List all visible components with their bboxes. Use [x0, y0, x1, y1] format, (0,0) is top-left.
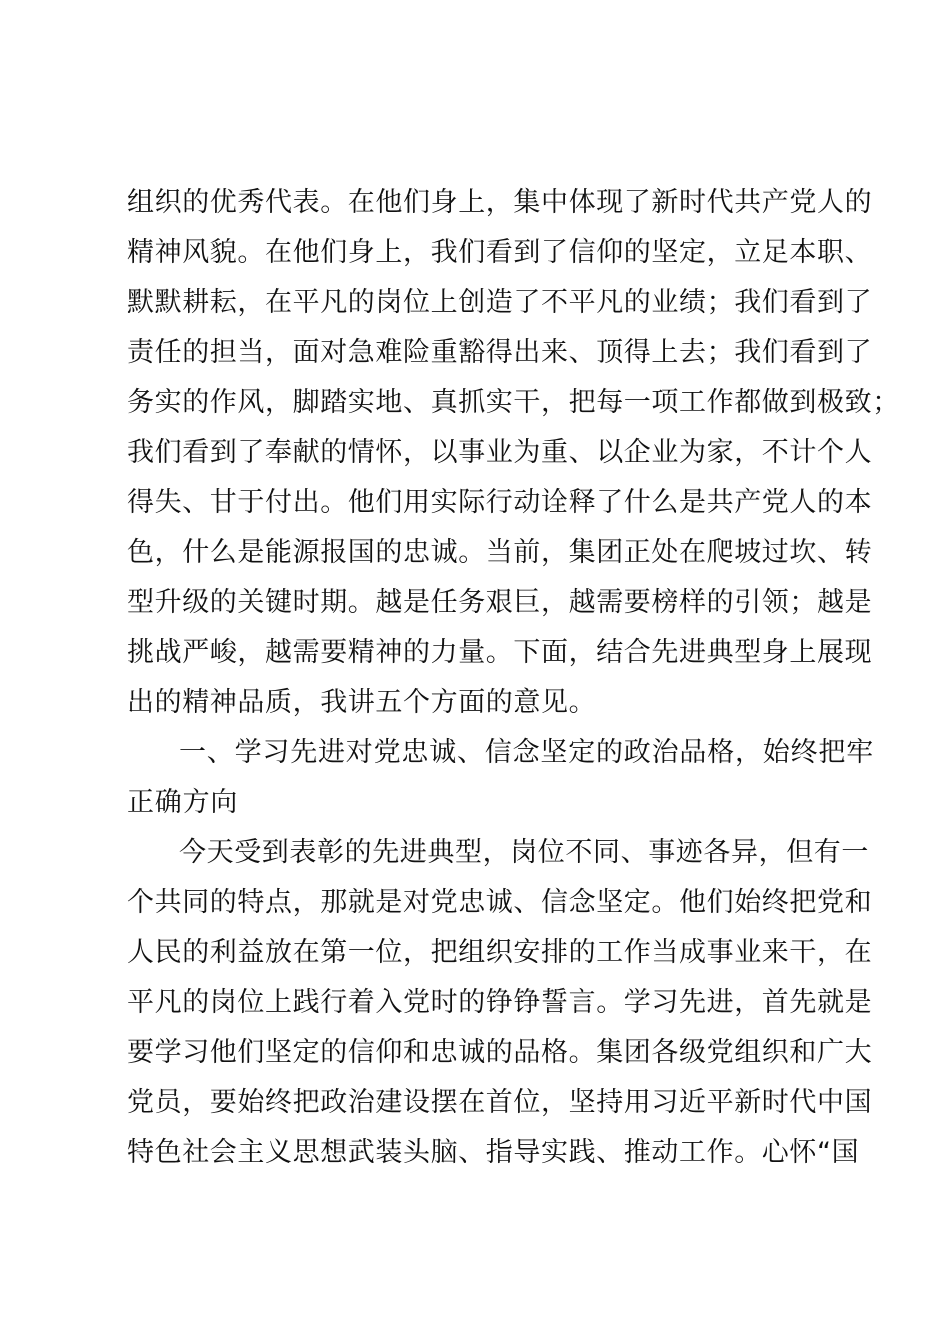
text-line: 要学习他们坚定的信仰和忠诚的品格。集团各级党组织和广大: [127, 1037, 873, 1068]
text-line: 型升级的关键时期。越是任务艰巨，越需要榜样的引领；越是: [127, 587, 873, 618]
text-line: 色，什么是能源报国的忠诚。当前，集团正处在爬坡过坎、转: [127, 537, 873, 568]
text-line: 务实的作风，脚踏实地、真抓实干，把每一项工作都做到极致；: [127, 387, 900, 418]
text-line: 责任的担当，面对急难险重豁得出来、顶得上去；我们看到了: [127, 337, 873, 368]
text-line: 精神风貌。在他们身上，我们看到了信仰的坚定，立足本职、: [127, 237, 873, 268]
text-line: 默默耕耘，在平凡的岗位上创造了不平凡的业绩；我们看到了: [127, 287, 873, 318]
paragraph-start: 今天受到表彰的先进典型，岗位不同、事迹各异，但有一: [179, 837, 869, 868]
section-heading: 一、学习先进对党忠诚、信念坚定的政治品格，始终把牢: [179, 737, 874, 768]
text-line: 平凡的岗位上践行着入党时的铮铮誓言。学习先进，首先就是: [127, 987, 873, 1018]
text-line: 党员，要始终把政治建设摆在首位，坚持用习近平新时代中国: [127, 1087, 873, 1118]
text-line: 个共同的特点，那就是对党忠诚、信念坚定。他们始终把党和: [127, 887, 873, 918]
text-line: 得失、甘于付出。他们用实际行动诠释了什么是共产党人的本: [127, 487, 873, 518]
text-line: 我们看到了奉献的情怀，以事业为重、以企业为家，不计个人: [127, 437, 873, 468]
text-line: 挑战严峻，越需要精神的力量。下面，结合先进典型身上展现: [127, 637, 873, 668]
text-line: 人民的利益放在第一位，把组织安排的工作当成事业来干，在: [127, 937, 873, 968]
text-line: 特色社会主义思想武装头脑、指导实践、推动工作。心怀“国: [127, 1137, 860, 1168]
text-line: 出的精神品质，我讲五个方面的意见。: [127, 687, 597, 718]
section-heading-continuation: 正确方向: [127, 787, 239, 818]
body-text: [127, 178, 900, 1178]
text-line: 组织的优秀代表。在他们身上，集中体现了新时代共产党人的: [127, 187, 873, 218]
